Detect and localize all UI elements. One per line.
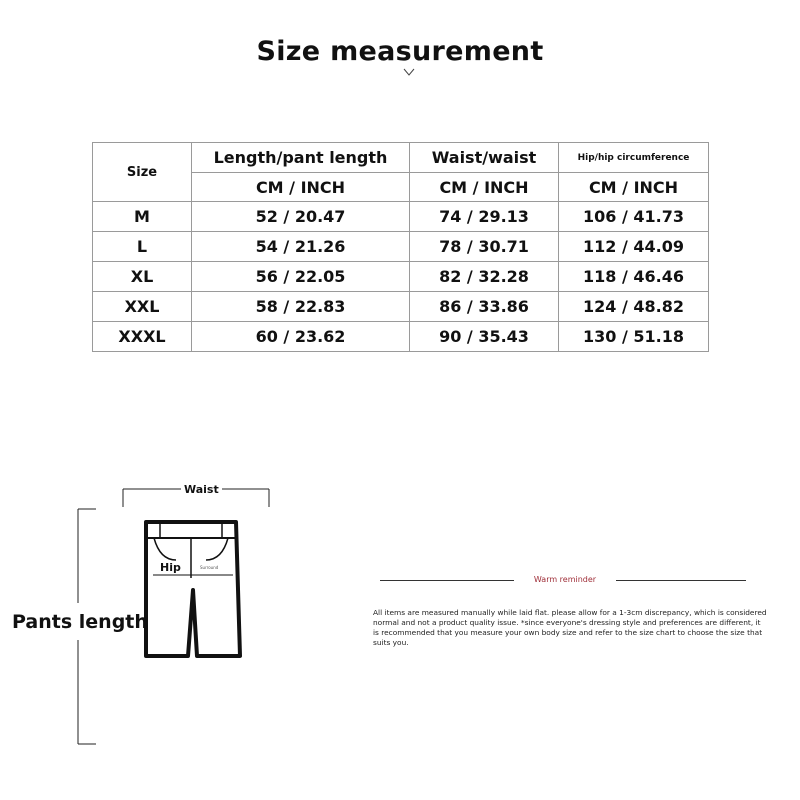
length-cell: 52 / 20.47 [192, 202, 410, 232]
chevron-down-icon [403, 68, 415, 76]
waist-cell: 82 / 32.28 [410, 262, 559, 292]
waist-label: Waist [184, 483, 219, 496]
size-chart-table [92, 142, 709, 352]
size-cell: XXL [93, 292, 192, 322]
measurement-diagram [0, 440, 360, 770]
pants-length-label: Pants length [12, 611, 148, 633]
waist-unit: CM / INCH [410, 173, 559, 202]
hip-unit: CM / INCH [559, 173, 709, 202]
table-header-row [93, 143, 709, 173]
hip-label: Hip [160, 561, 181, 574]
hip-cell: 124 / 48.82 [559, 292, 709, 322]
hip-cell: 130 / 51.18 [559, 322, 709, 352]
reminder-title: Warm reminder [533, 575, 597, 584]
table-row [93, 322, 709, 352]
table-row [93, 262, 709, 292]
table-row [93, 202, 709, 232]
length-header: Length/pant length [192, 143, 410, 173]
size-header: Size [93, 143, 192, 202]
table-row [93, 292, 709, 322]
waist-cell: 74 / 29.13 [410, 202, 559, 232]
length-cell: 56 / 22.05 [192, 262, 410, 292]
hip-cell: 106 / 41.73 [559, 202, 709, 232]
reminder-divider-left [380, 580, 514, 581]
hip-cell: 118 / 46.46 [559, 262, 709, 292]
waist-cell: 90 / 35.43 [410, 322, 559, 352]
size-cell: M [93, 202, 192, 232]
hip-cell: 112 / 44.09 [559, 232, 709, 262]
waist-header: Waist/waist [410, 143, 559, 173]
size-cell: XL [93, 262, 192, 292]
size-cell: XXXL [93, 322, 192, 352]
waist-cell: 86 / 33.86 [410, 292, 559, 322]
length-cell: 58 / 22.83 [192, 292, 410, 322]
table-row [93, 232, 709, 262]
size-cell: L [93, 232, 192, 262]
waist-cell: 78 / 30.71 [410, 232, 559, 262]
hip-header: Hip/hip circumference [559, 143, 709, 173]
page-title: Size measurement [256, 36, 544, 67]
length-cell: 54 / 21.26 [192, 232, 410, 262]
reminder-text: All items are measured manually while laid flat. please allow for a 1-3cm discrepancy, which is considered normal and not a product quality issue. *since everyone's dressing style and preferences are different, it is recommended that you measure your own body size and refer to the size chart to choose the size that suits you. [373, 608, 767, 647]
hip-small-label: Surround [200, 565, 219, 570]
pants-icon [146, 522, 240, 656]
length-unit: CM / INCH [192, 173, 410, 202]
reminder-divider-right [616, 580, 746, 581]
length-cell: 60 / 23.62 [192, 322, 410, 352]
